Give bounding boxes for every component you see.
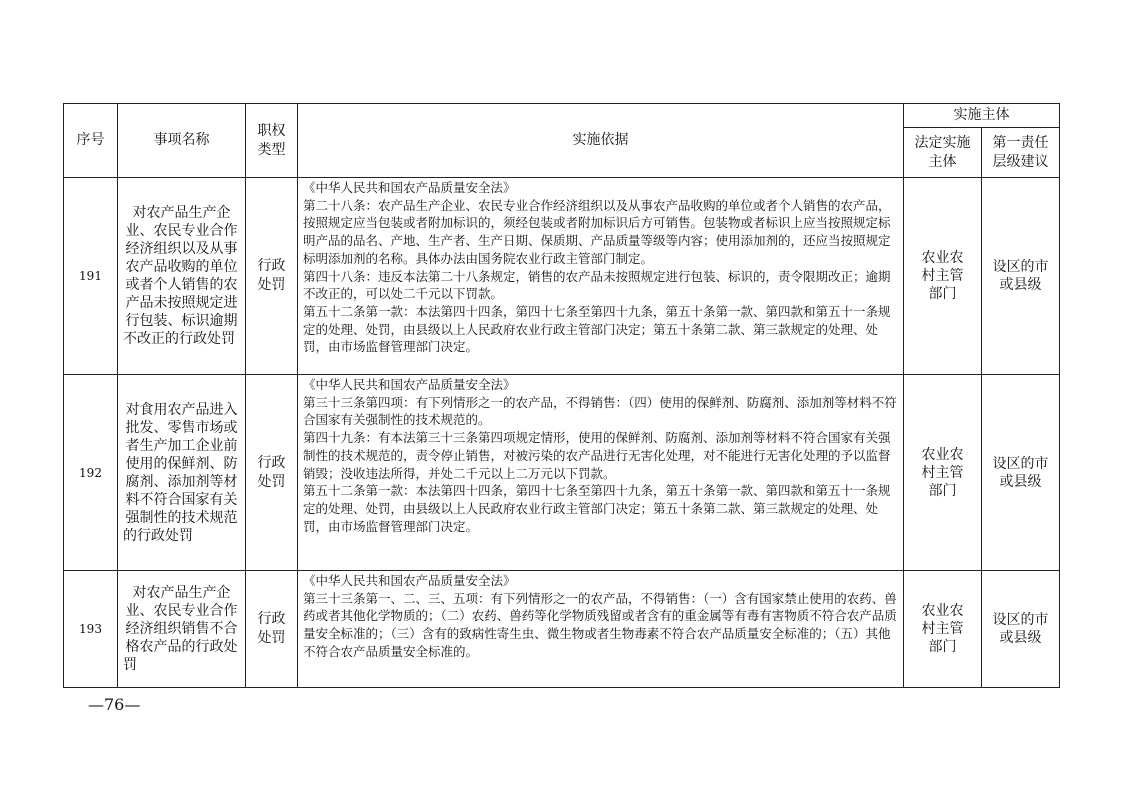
header-item-name: 事项名称 <box>118 104 246 178</box>
row-first-level <box>982 375 1060 571</box>
row-basis <box>298 375 904 571</box>
row-first-level <box>982 178 1060 375</box>
row-first-level-text: 设区的市或县级 <box>992 612 1049 646</box>
regulation-table <box>63 103 1060 688</box>
row-power-type-text: 行政处罚 <box>257 611 286 646</box>
header-power-type <box>246 104 298 178</box>
basis-line: 第三十三条第四项：有下列情形之一的农产品，不得销售：（四）使用的保鲜剂、防腐剂、添加剂等材料不符合国家有关强制性的技术规范的。 <box>303 394 897 428</box>
table-row <box>64 178 1060 375</box>
row-legal-subject <box>904 571 982 688</box>
basis-line: 第五十二条第一款：本法第四十四条，第四十七条至第四十九条，第五十条第一款、第四款和第五十一条规定的处理、处罚，由县级以上人民政府农业行政主管部门决定；第五十条第二款、第三款规定的处理、处罚，由市场监督管理部门决定。 <box>303 303 891 355</box>
row-first-level-text: 设区的市或县级 <box>992 259 1049 293</box>
basis-line: 第三十三条第一、二、三、五项：有下列情形之一的农产品，不得销售：（一）含有国家禁止使用的农药、兽药或者其他化学物质的；（二）农药、兽药等化学物质残留或者含有的重金属等有毒有害物质不符合农产品质量安全标准的；（三）含有的致病性寄生虫、微生物或者生物毒素不符合农产品质量安全标准的；（五）其他不符合农产品质量安全标准的。 <box>303 590 897 659</box>
header-first-level-text: 第一责任层级建议 <box>992 134 1049 170</box>
row-power-type <box>246 571 298 688</box>
row-power-type-text: 行政处罚 <box>257 454 286 490</box>
row-legal-subject <box>904 375 982 571</box>
basis-line: 《中华人民共和国农产品质量安全法》 <box>303 180 516 195</box>
row-legal-subject-text: 农业农村主管部门 <box>921 446 964 499</box>
row-item-name: 对农产品生产企业、农民专业合作经济组织销售不合格农产品的行政处罚 <box>118 571 246 688</box>
basis-line: 第二十八条：农产品生产企业、农民专业合作经济组织以及从事农产品收购的单位或者个人销售的农产品，按照规定应当包装或者附加标识的，须经包装或者附加标识后方可销售。包装物或者标识上应当按照规定标明产品的品名、产地、生产者、生产日期、保质期、产品质量等级等内容；使用添加剂的，还应当按照规定标明添加剂的名称。具体办法由国务院农业行政主管部门制定。 <box>303 197 891 266</box>
row-first-level-text: 设区的市或县级 <box>992 455 1049 490</box>
basis-line: 《中华人民共和国农产品质量安全法》 <box>303 573 516 588</box>
row-power-type-text: 行政处罚 <box>257 258 286 293</box>
basis-line: 第四十九条：有本法第三十三条第四项规定情形，使用的保鲜剂、防腐剂、添加剂等材料不符合国家有关强制性的技术规范的，责令停止销售，对被污染的农产品进行无害化处理，对不能进行无害化处理的予以监督销毁；没收违法所得，并处二千元以上二万元以下罚款。 <box>303 430 891 481</box>
header-serial: 序号 <box>64 104 118 178</box>
row-basis <box>298 178 904 375</box>
row-basis <box>298 571 904 688</box>
header-first-level <box>982 128 1060 178</box>
row-item-name: 对食用农产品进入批发、零售市场或者生产加工企业前使用的保鲜剂、防腐剂、添加剂等材料不符合国家有关强制性的技术规范的行政处罚 <box>118 375 246 571</box>
row-power-type <box>246 178 298 375</box>
basis-line: 《中华人民共和国农产品质量安全法》 <box>303 377 516 392</box>
row-legal-subject-text: 农业农村主管部门 <box>921 250 964 302</box>
header-power-type-text: 职权类型 <box>257 122 286 158</box>
row-legal-subject <box>904 178 982 375</box>
table-row <box>64 375 1060 571</box>
header-subject-group: 实施主体 <box>904 104 1060 128</box>
row-item-name: 对农产品生产企业、农民专业合作经济组织以及从事农产品收购的单位或者个人销售的农产品未按照规定进行包装、标识逾期不改正的行政处罚 <box>118 178 246 375</box>
table-row <box>64 571 1060 688</box>
header-legal-subject <box>904 128 982 178</box>
header-basis: 实施依据 <box>298 104 904 178</box>
row-legal-subject-text: 农业农村主管部门 <box>921 603 964 655</box>
row-serial: 193 <box>64 571 118 688</box>
row-serial: 192 <box>64 375 118 571</box>
basis-line: 第五十二条第一款：本法第四十四条，第四十七条至第四十九条，第五十条第一款、第四款和第五十一条规定的处理、处罚，由县级以上人民政府农业行政主管部门决定；第五十条第二款、第三款规定的处理、处罚，由市场监督管理部门决定。 <box>303 483 891 534</box>
basis-line: 第四十八条：违反本法第二十八条规定，销售的农产品未按照规定进行包装、标识的，责令限期改正；逾期不改正的，可以处二千元以下罚款。 <box>303 268 891 302</box>
page-number: —76— <box>88 695 141 714</box>
row-first-level <box>982 571 1060 688</box>
row-power-type <box>246 375 298 571</box>
header-legal-subject-text: 法定实施主体 <box>914 134 971 170</box>
row-serial: 191 <box>64 178 118 375</box>
